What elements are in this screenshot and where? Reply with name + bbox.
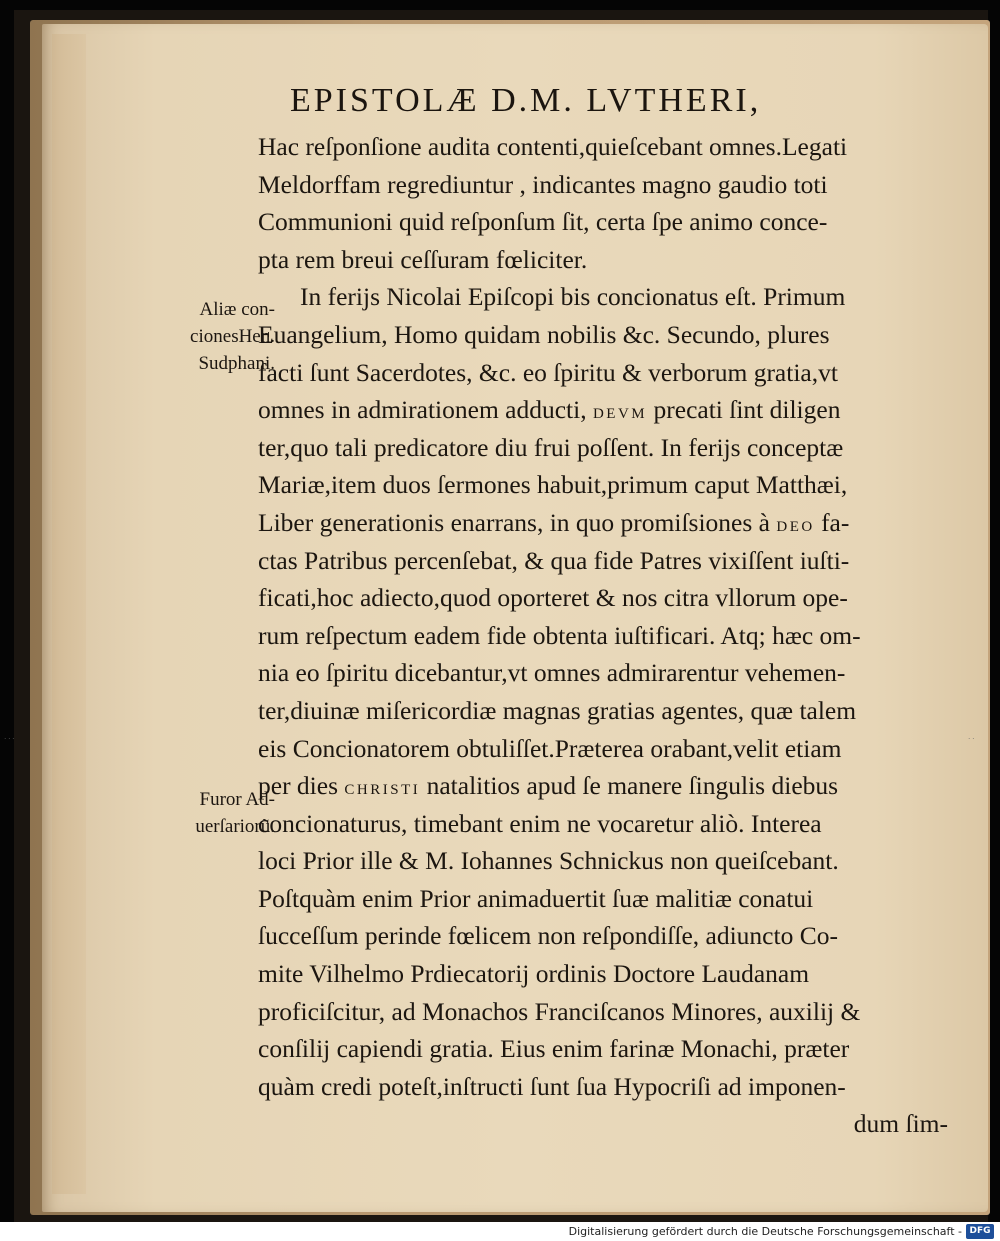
margin-note-line: Sudphani. [198, 353, 275, 374]
text-segment: ficati,hoc adiecto,quod oporteret & nos citra vllorum ope- [258, 583, 848, 613]
text-segment: dum ſim- [853, 1109, 948, 1139]
margin-note-line: cionesHen. [190, 326, 275, 347]
small-caps-word: DEVM [592, 406, 648, 423]
text-line [258, 617, 948, 655]
text-segment: concionaturus, timebant enim ne vocaretur aliò. Interea [258, 808, 822, 838]
text-line [258, 1068, 948, 1106]
text-segment: ter,quo tali predicatore diu frui poſſent. In ferijs conceptæ [258, 432, 844, 462]
margin-note-line: Furor Ad- [199, 789, 275, 810]
text-segment: mite Vilhelmo Prdiecatorij ordinis Doctore Laudanam [258, 959, 810, 989]
text-segment: Meldorffam regrediuntur , indicantes magno gaudio toti [258, 169, 828, 199]
text-segment: facti ſunt Sacerdotes, &c. eo ſpiritu & verborum gratia,vt [258, 357, 838, 387]
text-segment: Poſtquàm enim Prior animaduertit ſuæ malitiæ conatui [258, 883, 814, 913]
text-segment: Liber generationis enarrans, in quo promiſsiones à [258, 507, 777, 537]
scan-artifact-right: · · [968, 735, 975, 743]
text-segment: nia eo ſpiritu dicebantur,vt omnes admirarentur vehemen- [258, 658, 846, 688]
text-segment: Hac reſponſione audita contenti,quieſcebant omnes.Legati [258, 132, 848, 161]
text-line [258, 880, 948, 918]
text-line [258, 767, 948, 805]
text-line [258, 842, 948, 880]
text-line [258, 316, 948, 354]
text-line [258, 466, 948, 504]
text-line [258, 654, 948, 692]
text-line [258, 128, 948, 166]
text-segment: ctas Patribus percenſebat, & qua fide Patres vixiſſent iuſti- [258, 545, 850, 575]
text-line [258, 203, 948, 241]
text-line [258, 278, 948, 316]
running-header: EPISTOLÆ D.M. LVTHERI, [290, 82, 762, 119]
text-segment: omnes in admirationem adducti, [258, 395, 593, 425]
text-segment: proficiſcitur, ad Monachos Franciſcanos Minores, auxilij & [258, 996, 861, 1026]
footer-credit: Digitalisierung gefördert durch die Deutsche Forschungsgemeinschaft - [568, 1225, 962, 1238]
margin-note-line: uerſariorũ. [195, 816, 275, 837]
margin-note-line: Aliæ con- [199, 299, 275, 320]
text-segment: quàm credi poteſt,inſtructi ſunt ſua Hypocriſi ad imponen- [258, 1071, 846, 1101]
text-line [258, 730, 948, 768]
margin-note-sermons [150, 296, 275, 377]
text-line [258, 391, 948, 429]
text-segment: ſucceſſum perinde fœlicem non reſpondiſſe, adiuncto Co- [258, 921, 838, 951]
small-caps-word: DEO [776, 518, 815, 535]
text-segment: conſilij capiendi gratia. Eius enim farinæ Monachi, præter [258, 1034, 850, 1064]
text-line [258, 993, 948, 1031]
text-line [258, 579, 948, 617]
text-line [258, 354, 948, 392]
dfg-logo-icon: DFG [966, 1224, 994, 1239]
page-gutter [52, 34, 86, 1194]
text-segment: fa- [814, 507, 850, 537]
text-line [258, 917, 948, 955]
text-segment: loci Prior ille & M. Iohannes Schnickus non queiſcebant. [258, 846, 839, 876]
text-line [258, 692, 948, 730]
text-segment: per dies [258, 771, 345, 801]
margin-note-adversaries [150, 786, 275, 840]
text-segment: ter,diuinæ miſericordiæ magnas gratias agentes, quæ talem [258, 695, 857, 725]
text-segment: In ferijs Nicolai Epiſcopi bis concionatus eſt. Primum [300, 282, 846, 312]
text-segment: rum reſpectum eadem fide obtenta iuſtificari. Atq; hæc om- [258, 620, 861, 650]
text-line [258, 542, 948, 580]
scan-artifact-left: · · · [4, 735, 15, 743]
body-text [258, 128, 948, 1143]
text-line [258, 504, 948, 542]
text-line [258, 805, 948, 843]
text-segment: pta rem breui ceſſuram fœliciter. [258, 244, 588, 274]
text-segment: Euangelium, Homo quidam nobilis &c. Secundo, plures [258, 319, 830, 349]
text-line [258, 1105, 948, 1143]
text-segment: Communioni quid reſponſum ſit, certa ſpe animo conce- [258, 207, 828, 237]
text-line [258, 955, 948, 993]
text-segment: precati ſint diligen [647, 395, 841, 425]
text-segment: natalitios apud ſe manere ſingulis diebus [420, 771, 839, 801]
text-line [258, 1030, 948, 1068]
text-segment: Mariæ,item duos ſermones habuit,primum caput Matthæi, [258, 470, 848, 500]
small-caps-word: CHRISTI [344, 782, 421, 799]
text-line [258, 241, 948, 279]
text-line [258, 429, 948, 467]
text-segment: eis Concionatorem obtuliſſet.Præterea orabant,velit etiam [258, 733, 842, 763]
text-line [258, 166, 948, 204]
